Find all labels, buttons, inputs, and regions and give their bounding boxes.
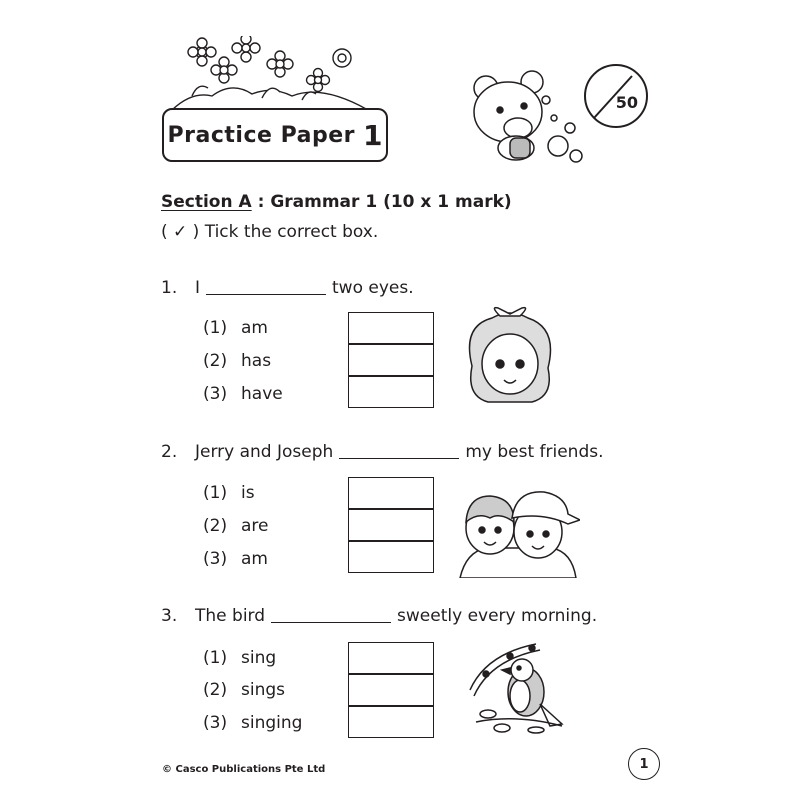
tick-box-2-2[interactable] <box>348 509 434 541</box>
option-text: is <box>241 483 255 503</box>
answer-blank <box>339 458 459 459</box>
question-2 <box>161 442 604 462</box>
option-text: am <box>241 549 268 569</box>
score-total: 50 <box>615 93 638 112</box>
instruction-text: ( ✓ ) Tick the correct box. <box>161 222 379 242</box>
option-number: (2) <box>203 351 228 371</box>
title-text: Practice Paper <box>167 122 355 148</box>
option-1-3 <box>203 384 283 404</box>
bird-illustration <box>466 634 566 734</box>
question-number: 3. <box>161 606 178 626</box>
tick-box-1-1[interactable] <box>348 312 434 344</box>
option-number: (1) <box>203 483 228 503</box>
option-number: (1) <box>203 648 228 668</box>
option-number: (2) <box>203 680 228 700</box>
tick-box-2-1[interactable] <box>348 477 434 509</box>
option-3-2 <box>203 680 285 700</box>
boys-illustration <box>456 482 580 578</box>
option-text: have <box>241 384 283 404</box>
option-2-3 <box>203 549 268 569</box>
question-text-after: my best friends. <box>465 442 604 462</box>
option-2-1 <box>203 483 255 503</box>
question-text-before: Jerry and Joseph <box>195 442 334 462</box>
option-number: (2) <box>203 516 228 536</box>
section-label: Section A <box>161 192 252 212</box>
section-title: Grammar 1 (10 x 1 mark) <box>270 192 512 212</box>
question-text-before: I <box>195 278 201 298</box>
option-number: (3) <box>203 713 228 733</box>
tick-box-3-2[interactable] <box>348 674 434 706</box>
option-3-3 <box>203 713 302 733</box>
flowers-illustration <box>172 36 368 110</box>
option-number: (3) <box>203 384 228 404</box>
question-text-after: sweetly every morning. <box>397 606 598 626</box>
question-number: 1. <box>161 278 178 298</box>
tick-box-2-3[interactable] <box>348 541 434 573</box>
section-heading <box>161 192 512 212</box>
answer-blank <box>271 622 391 623</box>
option-1-2 <box>203 351 271 371</box>
option-text: am <box>241 318 268 338</box>
question-3 <box>161 606 597 626</box>
girl-illustration <box>462 306 558 412</box>
title-number: 1 <box>362 118 383 152</box>
tick-box-3-3[interactable] <box>348 706 434 738</box>
tick-box-1-2[interactable] <box>348 344 434 376</box>
section-separator: : <box>251 192 271 212</box>
page-number: 1 <box>628 748 660 780</box>
practice-paper-title <box>162 108 388 162</box>
option-1-1 <box>203 318 268 338</box>
question-number: 2. <box>161 442 178 462</box>
question-text-before: The bird <box>195 606 266 626</box>
copyright-text: © Casco Publications Pte Ltd <box>162 764 326 775</box>
option-number: (3) <box>203 549 228 569</box>
tick-box-3-1[interactable] <box>348 642 434 674</box>
question-1 <box>161 278 414 298</box>
option-3-1 <box>203 648 276 668</box>
score-circle <box>584 64 648 128</box>
option-text: singing <box>241 713 303 733</box>
option-text: has <box>241 351 272 371</box>
option-text: are <box>241 516 269 536</box>
option-text: sings <box>241 680 286 700</box>
answer-blank <box>206 294 326 295</box>
option-number: (1) <box>203 318 228 338</box>
option-text: sing <box>241 648 277 668</box>
question-text-after: two eyes. <box>332 278 414 298</box>
option-2-2 <box>203 516 269 536</box>
tick-box-1-3[interactable] <box>348 376 434 408</box>
